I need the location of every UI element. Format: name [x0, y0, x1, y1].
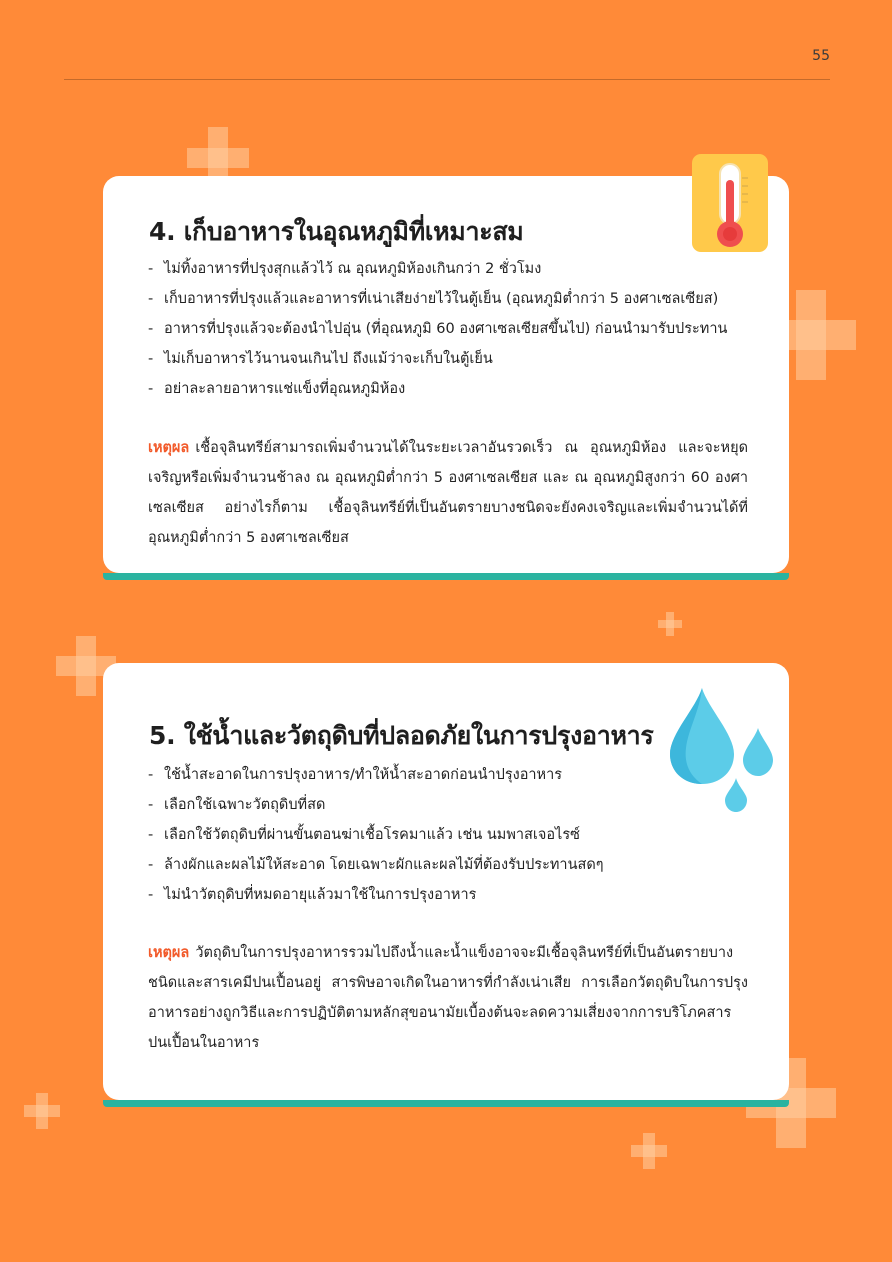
list-item: - เก็บอาหารที่ปรุงแล้วและอาหารที่เน่าเสียง่ายไว้ในตู้เย็น (อุณหภูมิต่ำกว่า 5 องศาเซลเซียส) — [148, 291, 719, 307]
thermometer-icon — [692, 154, 768, 252]
list-item: - ใช้น้ำสะอาดในการปรุงอาหาร/ทำให้น้ำสะอาดก่อนนำปรุงอาหาร — [148, 767, 563, 783]
list-item: - ไม่ทิ้งอาหารที่ปรุงสุกแล้วไว้ ณ อุณหภูมิห้องเกินกว่า 2 ชั่วโมง — [148, 261, 542, 277]
section-4-reason — [148, 433, 748, 553]
section-5-reason — [148, 938, 748, 1058]
section-4-title: 4. เก็บอาหารในอุณหภูมิที่เหมาะสม — [149, 217, 524, 246]
reason-text: วัตถุดิบในการปรุงอาหารรวมไปถึงน้ำและน้ำแข็งอาจจะมีเชื้อจุลินทรีย์ที่เป็นอันตรายบางชนิดและสารเคมีปนเปื้อนอยู่ สารพิษอาจเกิดในอาหารที่กำลังเน่าเสีย การเลือกวัตถุดิบในการปรุงอาหารอย่างถูกวิธีและการปฏิบัติตามหลักสุขอนามัยเบื้องต้นจะลดความเสี่ยงจากการบริโภคสารปนเปื้อนในอาหาร — [148, 945, 748, 1051]
section-5-title: 5. ใช้น้ำและวัตถุดิบที่ปลอดภัยในการปรุงอาหาร — [149, 721, 654, 750]
plus-decoration — [658, 612, 682, 636]
plus-decoration — [24, 1093, 60, 1129]
water-drops-icon — [668, 686, 780, 816]
list-item: - ไม่นำวัตถุดิบที่หมดอายุแล้วมาใช้ในการปรุงอาหาร — [148, 887, 477, 903]
section-4-card — [103, 176, 789, 573]
reason-text: เชื้อจุลินทรีย์สามารถเพิ่มจำนวนได้ในระยะเวลาอันรวดเร็ว ณ อุณหภูมิห้อง และจะหยุดเจริญหรือเพิ่มจำนวนช้าลง ณ อุณหภูมิต่ำกว่า 5 องศาเซลเซียส และ ณ อุณหภูมิสูงกว่า 60 องศาเซลเซียส อย่างไรก็ตาม เชื้อจุลินทรีย์ที่เป็นอันตรายบางชนิดจะยังคงเจริญและเพิ่มจำนวนได้ที่อุณหภูมิต่ำกว่า 5 องศาเซลเซียส — [148, 440, 748, 546]
reason-label: เหตุผล — [148, 440, 190, 456]
card-bottom-stripe — [103, 1100, 789, 1107]
reason-label: เหตุผล — [148, 945, 190, 961]
section-4-list — [148, 254, 759, 404]
header-rule — [64, 79, 830, 80]
list-item: - อย่าละลายอาหารแช่แข็งที่อุณหภูมิห้อง — [148, 381, 406, 397]
list-item: - ไม่เก็บอาหารไว้นานจนเกินไป ถึงแม้ว่าจะเก็บในตู้เย็น — [148, 351, 493, 367]
list-item: - เลือกใช้วัตถุดิบที่ผ่านขั้นตอนฆ่าเชื้อโรคมาแล้ว เช่น นมพาสเจอไรซ์ — [148, 827, 580, 843]
plus-decoration — [631, 1133, 667, 1169]
list-item: - ล้างผักและผลไม้ให้สะอาด โดยเฉพาะผักและผลไม้ที่ต้องรับประทานสดๆ — [148, 857, 604, 873]
card-bottom-stripe — [103, 573, 789, 580]
list-item: - เลือกใช้เฉพาะวัตถุดิบที่สด — [148, 797, 326, 813]
page-number: 55 — [812, 48, 830, 64]
list-item: - อาหารที่ปรุงแล้วจะต้องนำไปอุ่น (ที่อุณหภูมิ 60 องศาเซลเซียสขึ้นไป) ก่อนนำมารับประทาน — [148, 321, 728, 337]
